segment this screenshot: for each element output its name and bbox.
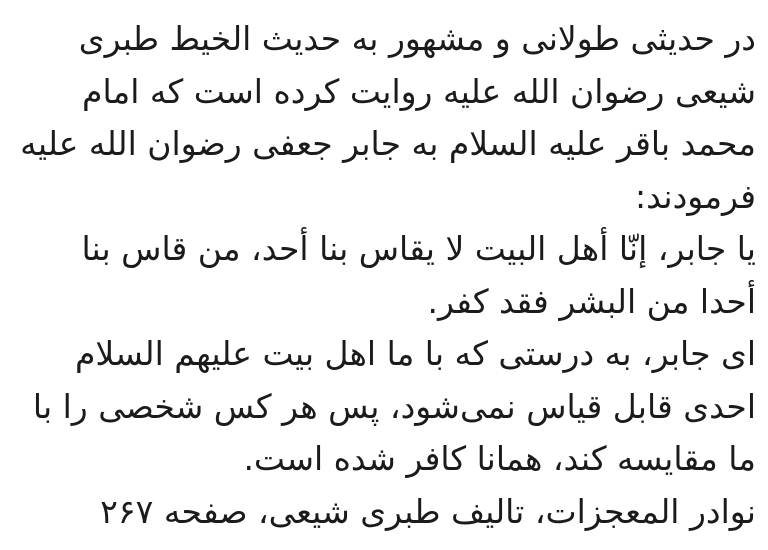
text-line-9: ما مقایسه کند، همانا کافر شده است. — [243, 439, 756, 478]
text-line-5: یا جابر، إنّا أهل البیت لا یقاس بنا أحد، من قاس بنا — [81, 229, 756, 268]
text-line-2: شیعی رضوان الله علیه روایت کرده است که امام — [82, 71, 756, 111]
text-line-4: فرمودند: — [634, 176, 756, 216]
text-line-6: أحدا من البشر فقد کفر. — [427, 281, 756, 321]
citation-line: نوادر المعجزات، تالیف طبری شیعی، صفحه ۲۶۷ — [100, 491, 756, 531]
text-line-7: ای جابر، به درستی که با ما اهل بیت علیهم السلام — [74, 334, 756, 373]
text-line-3: محمد باقر علیه السلام به جابر جعفی رضوان الله علیه — [20, 124, 756, 163]
text-line-1: در حدیثی طولانی و مشهور به حدیث الخیط طبری — [78, 19, 756, 58]
text-line-8: احدی قابل قیاس نمی‌شود، پس هر کس شخصی را با — [32, 386, 756, 426]
